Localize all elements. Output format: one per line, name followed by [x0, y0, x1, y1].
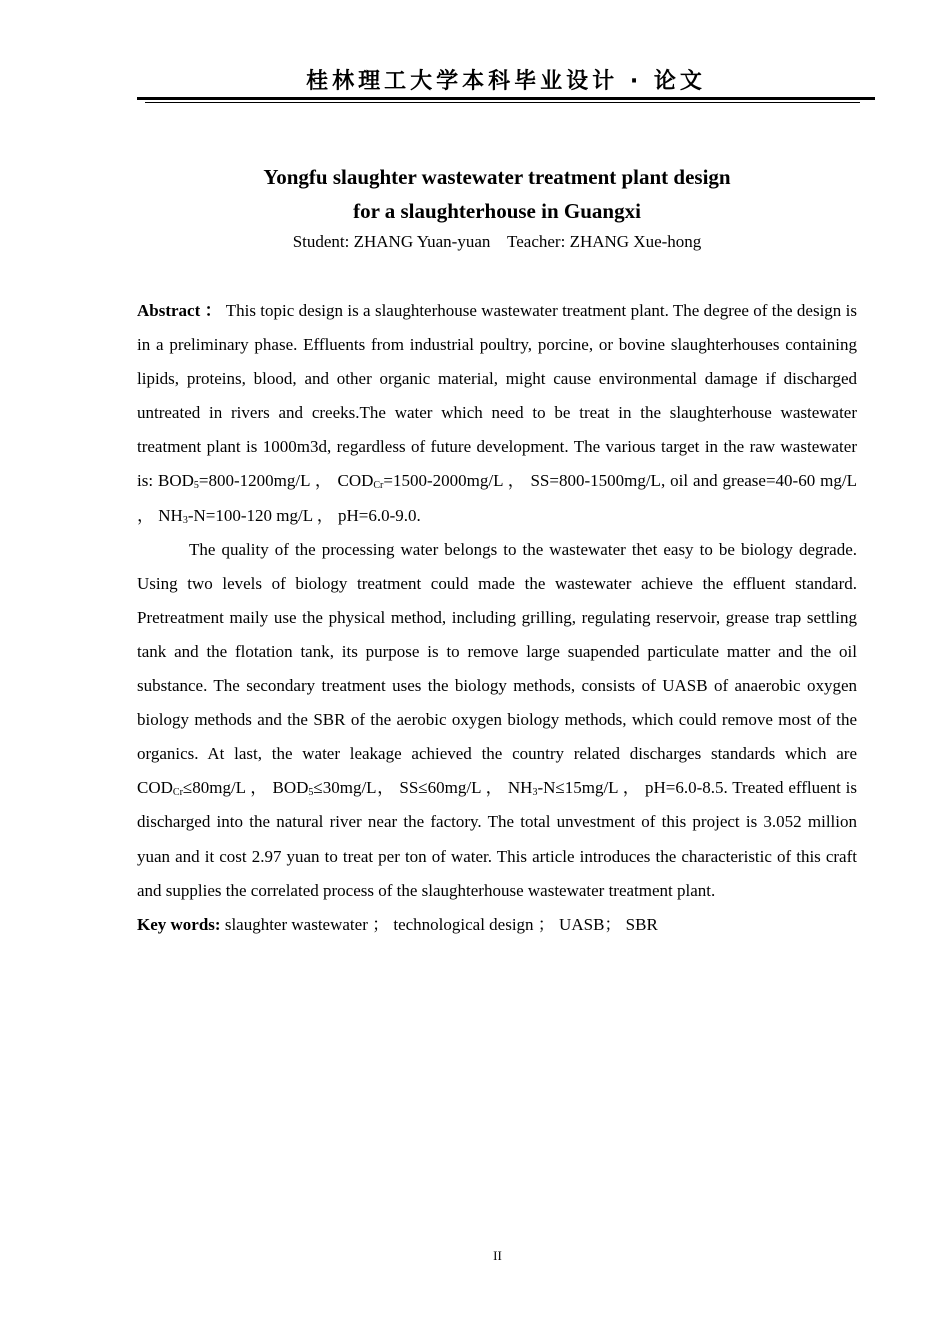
- abstract-p1-subscript-1: 5: [193, 480, 199, 492]
- abstract-p2-subscript-3: 3: [532, 787, 538, 799]
- abstract-p2-text-4: -N≤15mg/L ， pH=6.0-8.5. Treated effluent is discharged into the natural river near the factory. The total unvestment of this project is 3.052 million yuan and it cost 2.97 yuan to treat per ton of water. This article introduces the characteristic of this craft and supplies the correlated process of the slaughterhouse wastewater treatment plant.: [137, 778, 857, 900]
- abstract-p1-text-1: This topic design is a slaughterhouse wastewater treatment plant. The degree of the design is in a preliminary phase. Effluents from industrial poultry, porcine, or bovine slaughterhouses containing lipids, proteins, blood, and other organic material, might cause environmental damage if discharged untreated in rivers and creeks.The water which need to be treat in the slaughterhouse wastewater treatment plant is 1000m3d, regardless of future development. The various target in the raw wastewater is: BOD: [137, 301, 857, 491]
- keywords-text: slaughter wastewater ； technological design ； UASB； SBR: [220, 914, 658, 934]
- abstract-label: Abstract ：: [137, 301, 222, 320]
- abstract-p1-subscript-2: Cr: [373, 480, 384, 492]
- page-number: II: [493, 1248, 502, 1263]
- abstract-p1-text-2: =800-1200mg/L ， COD: [198, 471, 374, 491]
- paper-title-line-2: for a slaughterhouse in Guangxi: [353, 199, 641, 223]
- author-byline: Student: ZHANG Yuan-yuan Teacher: ZHANG Xue-hong: [292, 232, 702, 251]
- header-university-title: 桂林理工大学本科毕业设计 · 论文: [306, 69, 706, 94]
- keywords-line: [137, 908, 857, 942]
- abstract-p1-subscript-3: 3: [182, 514, 188, 526]
- abstract-p1-text-3: =1500-2000mg/L ， SS=800-1500mg/L, oil and grease=40-60 mg/L ， NH: [137, 471, 858, 525]
- paper-title-line-1: Yongfu slaughter wastewater treatment plant design: [263, 165, 731, 189]
- abstract-p2-subscript-1: Cr: [172, 787, 183, 799]
- abstract-paragraph-1: [137, 294, 857, 533]
- abstract-section: [137, 294, 857, 942]
- abstract-p2-text-1: The quality of the processing water belongs to the wastewater thet easy to be biology degrade. Using two levels of biology treatment could made the wastewater achieve the effluent standard. Pretreatment maily use the physical method, including grilling, regulating reservoir, grease trap settling tank and the flotation tank, its purpose is to remove large suapended particulate matter and the oil substance. The secondary treatment uses the biology methods, consists of UASB of anaerobic oxygen biology methods and the SBR of the aerobic oxygen biology methods, which could remove most of the organics. At last, the water leakage achieved the country related discharges standards which are COD: [137, 539, 857, 798]
- keywords-label: Key words:: [137, 914, 221, 934]
- abstract-p2-text-2: ≤80mg/L ， BOD: [182, 778, 309, 798]
- paper-title: [137, 160, 857, 228]
- header-rule: [137, 97, 875, 100]
- header-rule-thin: [145, 102, 860, 103]
- abstract-paragraph-2: [137, 533, 857, 908]
- abstract-p1-text-4: -N=100-120 mg/L ， pH=6.0-9.0.: [187, 505, 421, 525]
- abstract-p2-text-3: ≤30mg/L， SS≤60mg/L ， NH: [313, 778, 533, 798]
- abstract-p2-subscript-2: 5: [308, 787, 314, 799]
